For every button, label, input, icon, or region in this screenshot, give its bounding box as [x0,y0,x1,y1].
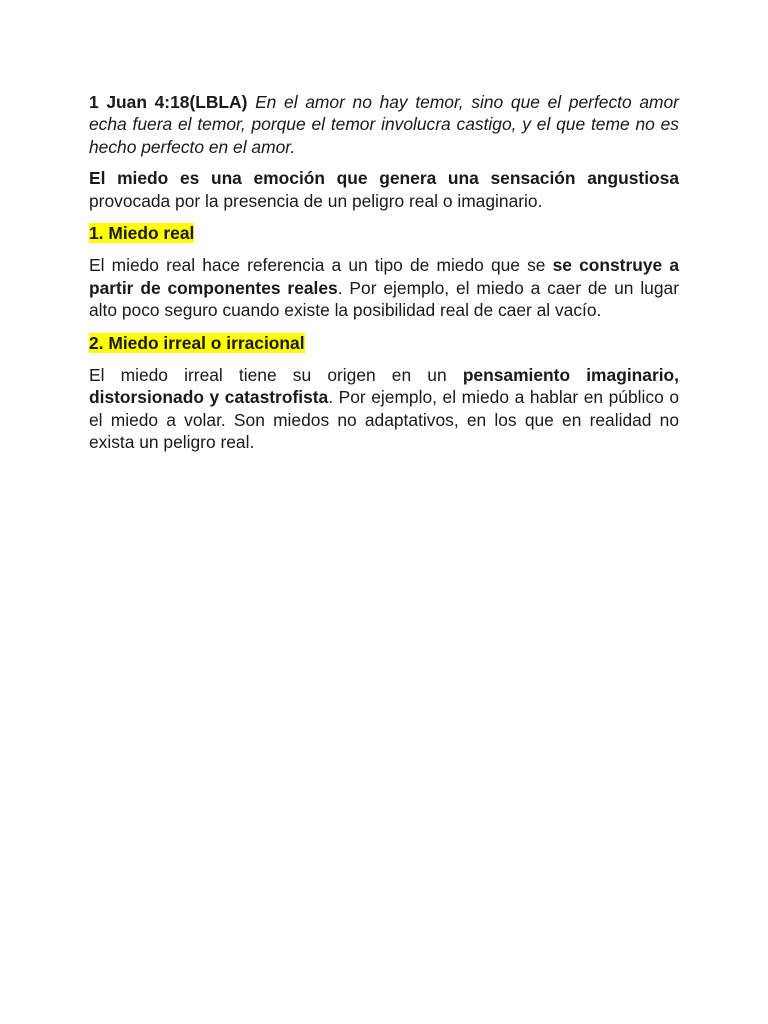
section-2-text-end: . Por ejemplo, el miedo a hablar en público o el miedo a volar. Son miedos no adaptativos, en los que en realidad no exista un peligro real. [89,387,679,453]
section-1-paragraph [89,254,679,321]
section-1-heading: 1. Miedo real [89,223,195,244]
section-2-bold-text: pensamiento imaginario, distorsionado y catastrofista [89,365,679,408]
section-2-heading-line [89,332,679,354]
section-2-heading: 2. Miedo irreal o irracional [89,332,305,353]
intro-paragraph [89,167,679,212]
section-1-text-end: . Por ejemplo, el miedo a caer de un lugar alto poco seguro cuando existe la posibilidad real de caer al vacío. [89,277,679,321]
document-page [89,91,679,454]
intro-bold-text: El miedo es una emoción que genera una sensación angustiosa [89,168,679,189]
verse-paragraph [89,91,679,158]
section-2-paragraph [89,364,679,454]
intro-text: provocada por la presencia de un peligro real o imaginario. [89,190,543,211]
verse-reference: 1 Juan 4:18(LBLA) [89,92,248,112]
verse-text: En el amor no hay temor, sino que el perfecto amor echa fuera el temor, porque el temor involucra castigo, y el que teme no es hecho perfecto en el amor. [89,92,679,157]
section-1-text-start: El miedo real hace referencia a un tipo de miedo que se [89,255,553,276]
section-1-heading-line [89,222,679,244]
section-2-text-start: El miedo irreal tiene su origen en un [89,365,463,386]
section-1-bold-text: se construye a partir de componentes reales [89,255,680,298]
